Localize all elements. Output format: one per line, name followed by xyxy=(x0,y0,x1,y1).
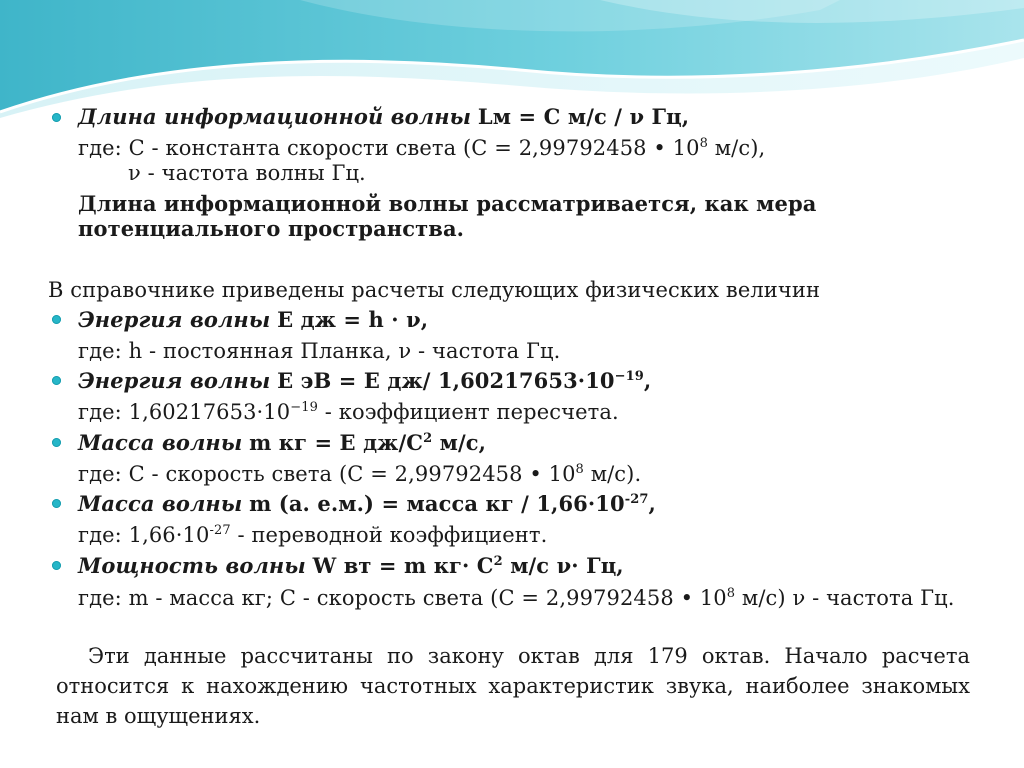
header-wave-decoration xyxy=(0,0,1024,120)
note-line: Эти данные рассчитаны по закону октав для 179 октав. Начало расчета xyxy=(88,644,970,668)
item-wavelength-where2: ν - частота волны Гц. xyxy=(128,161,366,185)
intro-text: В справочнике приведены расчеты следующих физических величин xyxy=(48,278,821,302)
bullet-icon xyxy=(52,113,61,122)
term-label: Длина информационной волны xyxy=(78,104,472,129)
closing-note xyxy=(56,641,970,731)
item-energy-where: где: h - постоянная Планка, ν - частота Гц. xyxy=(78,339,561,363)
item-energy-heading: Энергия волны Е дж = h · ν, xyxy=(78,307,429,332)
bullet-icon xyxy=(52,499,61,508)
item-power-where: где: m - масса кг; С - скорость света (С = 2,99792458 • $10^8$ м/с) ν - частота Гц. xyxy=(78,586,955,610)
item-energy-ev-heading: Энергия волны Е эВ = Е дж/ $1,60217653\cdot 10^{-19}$, xyxy=(78,368,652,393)
note-line: нам в ощущениях. xyxy=(56,704,261,728)
item-wavelength-heading xyxy=(78,103,689,131)
item-mass-amu-heading: Масса волны m (а. е.м.) = масса кг / $1,66\cdot 10^{-27}$, xyxy=(78,491,656,516)
item-mass-kg-where: где: С - скорость света (С = 2,99792458 • $10^8$ м/с). xyxy=(78,462,642,486)
bullet-icon xyxy=(52,376,61,385)
bullet-icon xyxy=(52,315,61,324)
item-mass-amu-where: где: $1,66\cdot 10^{-27}$ - переводной коэффициент. xyxy=(78,523,548,547)
item-wavelength-concept-2: потенциального пространства. xyxy=(78,216,465,241)
formula: Lм = С м/с / ν Гц, xyxy=(477,104,690,129)
bullet-icon xyxy=(52,438,61,447)
note-line: относится к нахождению частотных характеристик звука, наиболее знакомых xyxy=(56,674,970,698)
item-power-heading: Мощность волны W вт = m $кг\cdot С^2$ м/с ν· Гц, xyxy=(78,553,624,578)
item-wavelength-where: где: С - константа скорости света (С = 2,99792458 • $10^8$ м/с), xyxy=(78,136,766,160)
item-energy-ev-where: где: $1,60217653\cdot 10^{-19}$ - коэффициент пересчета. xyxy=(78,400,619,424)
item-wavelength-concept-1: Длина информационной волны рассматривается, как мера xyxy=(78,191,817,216)
bullet-icon xyxy=(52,561,61,570)
item-mass-kg-heading: Масса волны m кг = Е $дж/С^2$ м/с, xyxy=(78,430,487,455)
